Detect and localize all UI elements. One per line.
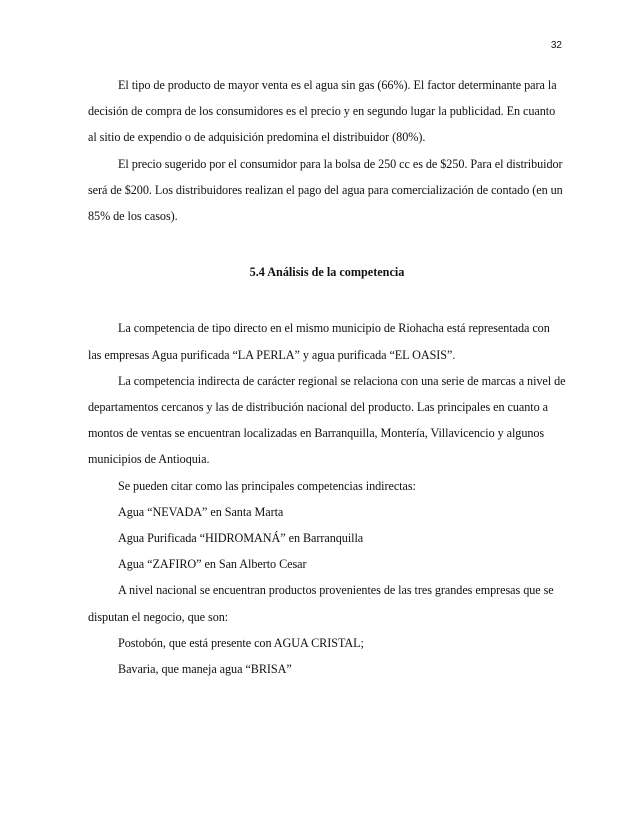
paragraph-postobon: Postobón, que está presente con AGUA CRISTAL; (118, 635, 364, 650)
section-heading: 5.4 Análisis de la competencia (249, 265, 405, 280)
paragraph-indirect-competition: La competencia indirecta de carácter regional se relaciona con una serie de marcas a nivel de departamentos cercanos y las de distribución nacional del producto. Las principales en cuanto a montos de ventas se encuentran localizadas en Barranquilla, Montería, Villavicencio y algunos municipios de Antioquia. (88, 373, 566, 467)
paragraph-competitors-intro: Se pueden citar como las principales competencias indirectas: (118, 478, 416, 493)
list-item-competitor: Agua “ZAFIRO” en San Alberto Cesar (118, 557, 307, 572)
list-item-competitor: Agua “NEVADA” en Santa Marta (118, 504, 284, 519)
paragraph-national-companies: A nivel nacional se encuentran productos provenientes de las tres grandes empresas que se disputan el negocio, que son: (88, 583, 554, 624)
spacer (88, 229, 566, 259)
paragraph-direct-competition: La competencia de tipo directo en el mismo municipio de Riohacha está representada con las empresas Agua purificada “LA PERLA” y agua purificada “EL OASIS”. (88, 321, 550, 362)
spacer (88, 285, 566, 315)
list-item-competitor: Agua Purificada “HIDROMANÁ” en Barranquilla (118, 531, 364, 546)
paragraph-suggested-price: El precio sugerido por el consumidor para la bolsa de 250 cc es de $250. Para el distribuidor será de $200. Los distribuidores realizan el pago del agua para comercialización de contado (en un 85% de los casos). (88, 156, 563, 224)
document-body (88, 72, 566, 682)
paragraph-bavaria: Bavaria, que maneja agua “BRISA” (118, 662, 292, 677)
page-number: 32 (550, 40, 562, 51)
paragraph-product-sales: El tipo de producto de mayor venta es el agua sin gas (66%). El factor determinante para la decisión de compra de los consumidores es el precio y en segundo lugar la publicidad. En cuanto al sitio de expendio o de adquisición predomina el distribuidor (80%). (88, 78, 557, 145)
